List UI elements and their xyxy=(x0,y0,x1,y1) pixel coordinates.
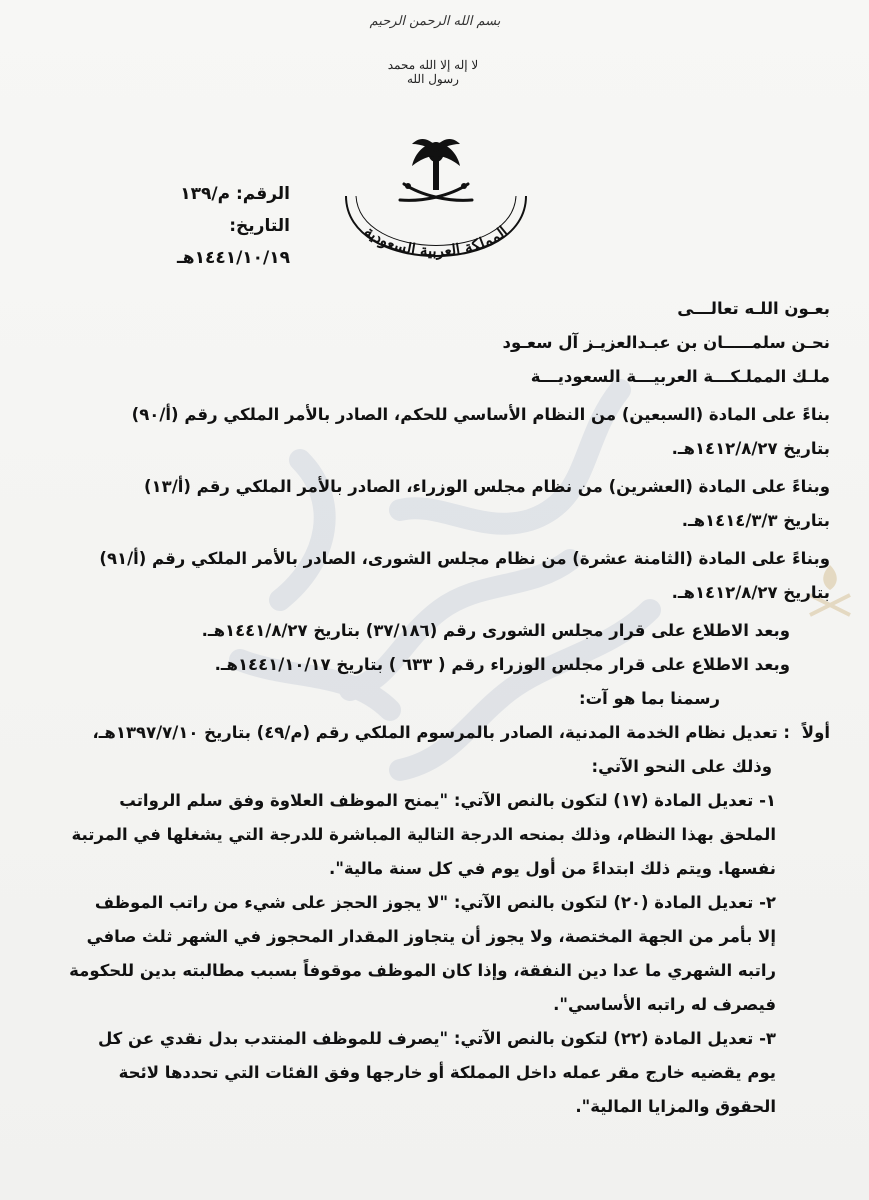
preamble-line: بتاريخ ١٤١٤/٣/٣هـ. xyxy=(681,511,830,530)
preamble-line: وبناءً على المادة (الثامنة عشرة) من نظام مجلس الشورى، الصادر بالأمر الملكي رقم (أ/٩١) xyxy=(99,549,830,568)
amendment-line: نفسها. ويتم ذلك ابتداءً من أول يوم في كل سنة مالية". xyxy=(329,859,776,878)
article-first-text: : تعديل نظام الخدمة المدنية، الصادر بالمرسوم الملكي رقم (م/٤٩) بتاريخ ١٣٩٧/٧/١٠هـ، xyxy=(92,723,790,742)
decree-issuer: نحـن سلمـــــان بن عبـدالعزيـز آل سعـود xyxy=(502,333,830,352)
ref-number-row xyxy=(112,178,290,210)
basmala: بسم الله الرحمن الرحيم xyxy=(369,14,501,29)
preamble-line: بتاريخ ١٤١٢/٨/٢٧هـ. xyxy=(671,583,830,602)
decreed-statement: رسمنا بما هو آت: xyxy=(578,689,720,708)
shahada-calligraphy xyxy=(378,58,488,118)
shahada-text: لا إله إلا الله محمد رسول الله xyxy=(387,58,479,87)
emblem-arc-text: المملكة العربية السعودية xyxy=(360,222,512,261)
amendment-item xyxy=(40,784,830,886)
amendment-line: الملحق بهذا النظام، وذلك بمنحه الدرجة التالية المباشرة للدرجة التي يشغلها في المرتبة xyxy=(71,825,776,844)
decree-body xyxy=(40,292,830,1124)
kingdom-emblem xyxy=(326,126,546,286)
ref-number-label: الرقم: xyxy=(235,184,290,204)
preamble-line: بناءً على المادة (السبعين) من النظام الأساسي للحكم، الصادر بالأمر الملكي رقم (أ/٩٠) xyxy=(131,405,830,424)
decree-title: ملـك المملـكـــة العربيـــة السعوديـــة xyxy=(530,367,830,386)
ref-date-row xyxy=(112,210,290,274)
article-first-label: أولاً xyxy=(801,723,830,742)
amendment-item xyxy=(40,886,830,1022)
amendment-item xyxy=(40,1022,830,1124)
preamble-item xyxy=(40,542,830,610)
amendment-line: يوم يقضيه خارج مقر عمله داخل المملكة أو خارجها وفق الفئات التي تحددها لائحة xyxy=(118,1063,776,1082)
decree-opening: بعـون اللـه تعالـــى xyxy=(677,299,830,318)
article-first-line2: وذلك على النحو الآتي: xyxy=(591,757,772,776)
preamble-line: وبناءً على المادة (العشرين) من نظام مجلس الوزراء، الصادر بالأمر الملكي رقم (أ/١٣) xyxy=(144,477,830,496)
preamble-item xyxy=(40,470,830,538)
amendment-line: الحقوق والمزايا المالية". xyxy=(575,1097,776,1116)
review-shura: وبعد الاطلاع على قرار مجلس الشورى رقم (٣٧/١٨٦) بتاريخ ١٤٤١/٨/٢٧هـ. xyxy=(201,621,790,640)
amendment-line: راتبه الشهري ما عدا دين النفقة، وإذا كان الموظف موقوفاً بسبب مطالبته بدين للحكومة xyxy=(69,961,776,980)
amendment-line: إلا بأمر من الجهة المختصة، ولا يجوز أن يتجاوز المقدار المحجوز في الشهر ثلث صافي xyxy=(86,927,776,946)
ref-number-value: م/١٣٩ xyxy=(180,184,231,204)
ref-date-value: ١٤٤١/١٠/١٩هـ xyxy=(176,248,290,268)
preamble-line: بتاريخ ١٤١٢/٨/٢٧هـ. xyxy=(671,439,830,458)
amendment-line: ١- تعديل المادة (١٧) لتكون بالنص الآتي: "يمنح الموظف العلاوة وفق سلم الرواتب xyxy=(119,791,776,810)
amendment-line: فيصرف له راتبه الأساسي". xyxy=(553,995,776,1014)
review-ministers: وبعد الاطلاع على قرار مجلس الوزراء رقم ( ٦٣٣ ) بتاريخ ١٤٤١/١٠/١٧هـ. xyxy=(214,655,790,674)
ref-date-label: التاريخ: xyxy=(229,216,290,236)
amendment-line: ٢- تعديل المادة (٢٠) لتكون بالنص الآتي: "لا يجوز الحجز على شيء من راتب الموظف xyxy=(94,893,776,912)
emblem-icon xyxy=(326,126,546,286)
preamble-item xyxy=(40,398,830,466)
amendment-line: ٣- تعديل المادة (٢٢) لتكون بالنص الآتي: "يصرف للموظف المنتدب بدل نقدي عن كل xyxy=(97,1029,776,1048)
reference-block xyxy=(112,178,290,274)
article-first-line1 xyxy=(40,716,830,750)
svg-text:المملكة العربية السعودية xyxy=(361,222,511,260)
